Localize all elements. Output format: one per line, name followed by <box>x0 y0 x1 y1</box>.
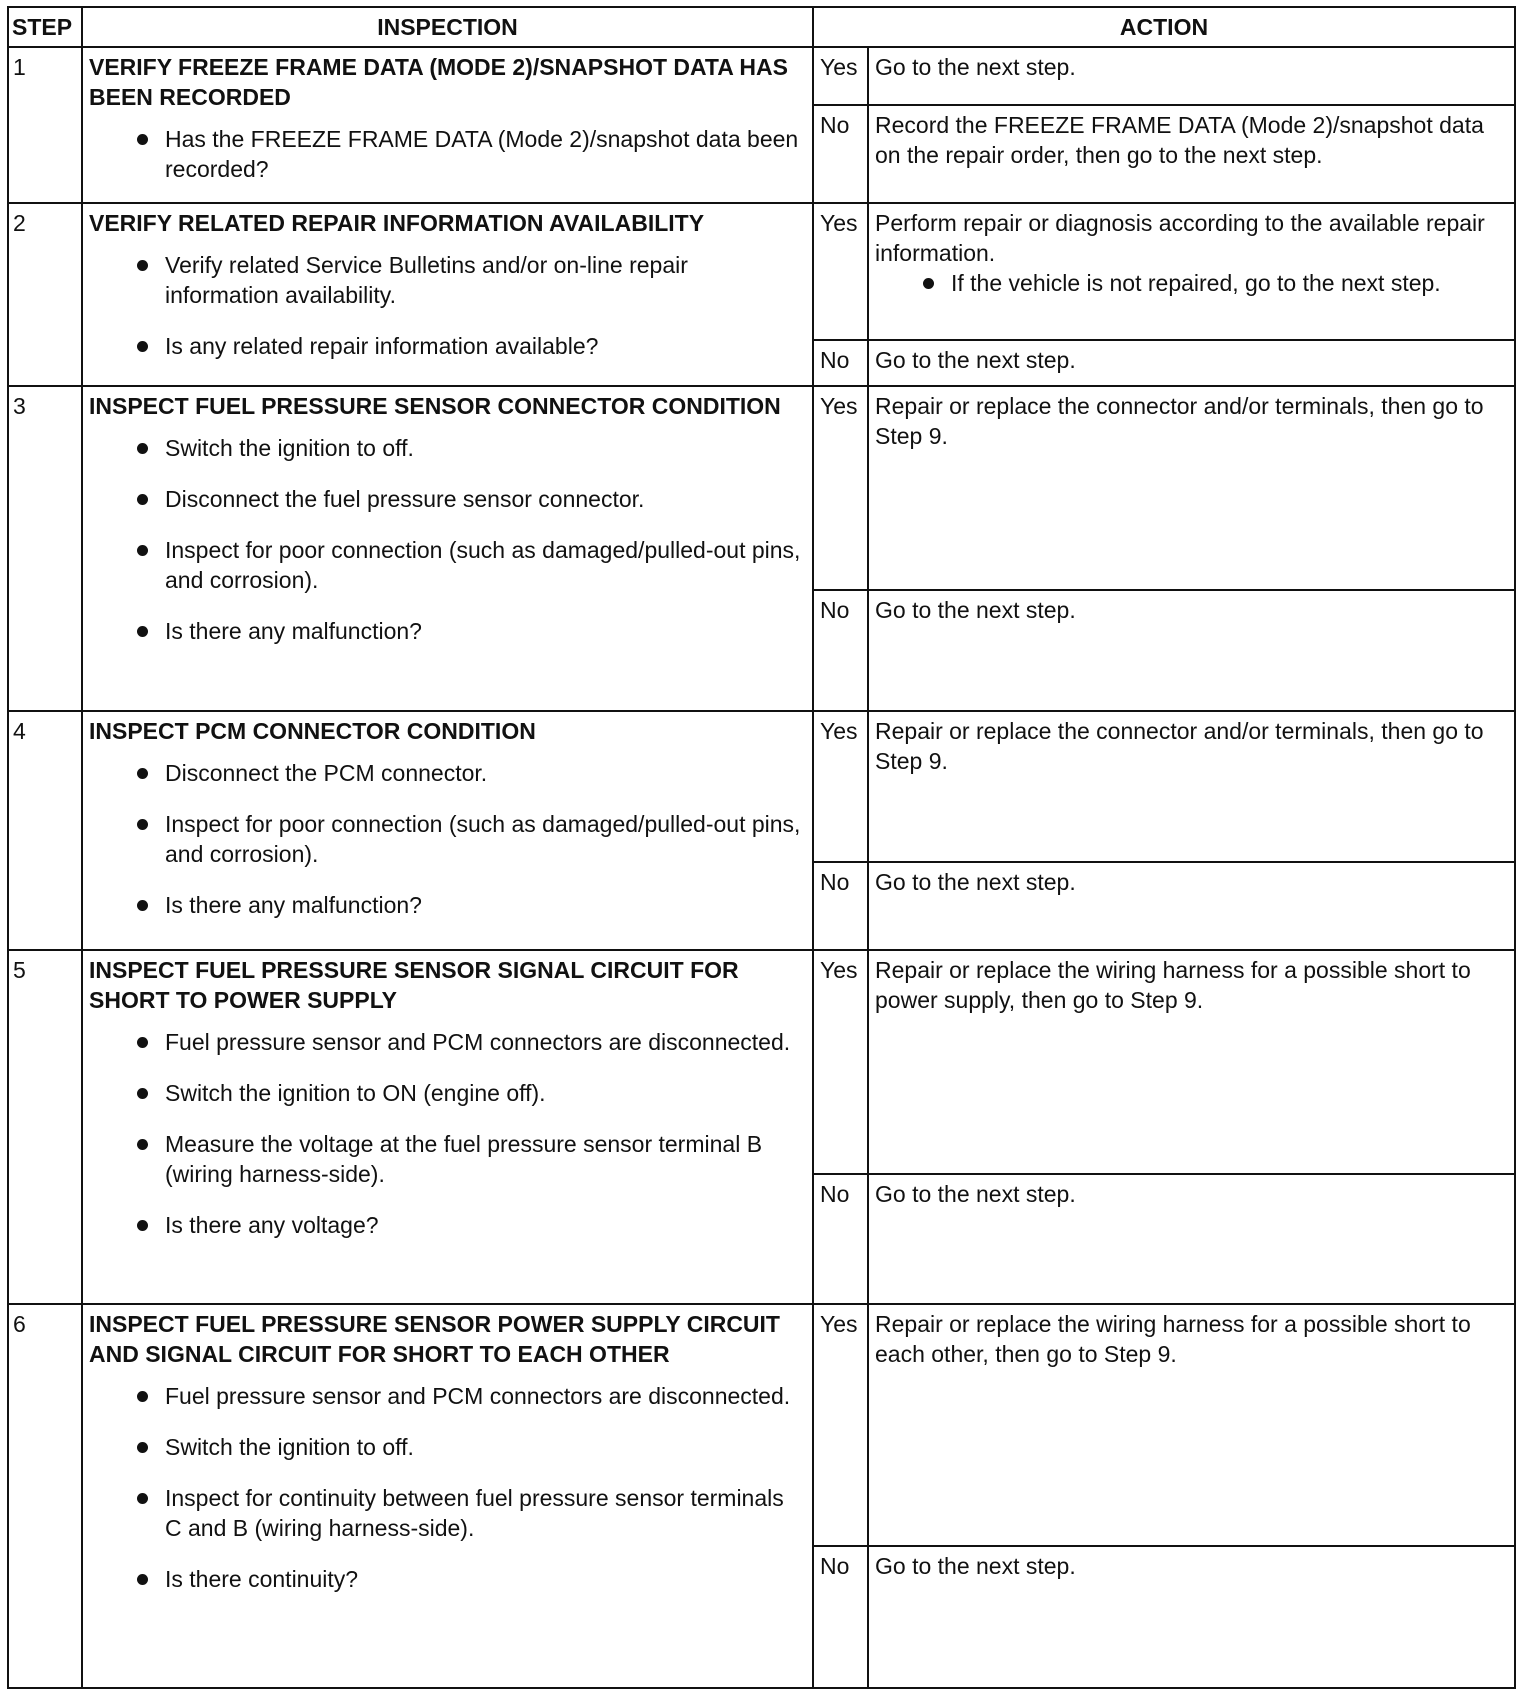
step-title: VERIFY FREEZE FRAME DATA (MODE 2)/SNAPSHOT DATA HAS BEEN RECORDED <box>89 54 788 110</box>
diagnostic-table-container <box>7 6 1516 1689</box>
inspection-bullet: Inspect for continuity between fuel pressure sensor terminals C and B (wiring harness-side). <box>135 1483 806 1543</box>
no-label: No <box>813 340 868 386</box>
inspection-bullet: Fuel pressure sensor and PCM connectors are disconnected. <box>135 1027 806 1057</box>
inspection-bullet-list <box>89 250 806 361</box>
inspection-bullet-list <box>89 124 806 184</box>
yes-action: Repair or replace the wiring harness for a possible short to power supply, then go to Step 9. <box>868 950 1515 1174</box>
yes-label: Yes <box>813 950 868 1174</box>
inspection-bullet-list <box>89 1381 806 1594</box>
inspection-bullet-list <box>89 1027 806 1240</box>
yes-action-cell <box>868 203 1515 340</box>
inspection-bullet-list <box>89 758 806 920</box>
step-2-yes-row <box>8 203 1515 340</box>
step-inspection <box>82 1304 813 1688</box>
action-bullet-list <box>875 268 1508 298</box>
no-label: No <box>813 862 868 950</box>
inspection-bullet: Switch the ignition to off. <box>135 1432 806 1462</box>
no-label: No <box>813 1174 868 1304</box>
yes-action: Perform repair or diagnosis according to the available repair information. <box>875 210 1485 266</box>
inspection-bullet: Fuel pressure sensor and PCM connectors are disconnected. <box>135 1381 806 1411</box>
step-6-yes-row <box>8 1304 1515 1546</box>
step-column-header: STEP <box>8 7 82 47</box>
inspection-bullet: Switch the ignition to off. <box>135 433 806 463</box>
step-title: INSPECT FUEL PRESSURE SENSOR CONNECTOR CONDITION <box>89 393 781 419</box>
inspection-bullet-list <box>89 433 806 646</box>
inspection-bullet: Is there any malfunction? <box>135 890 806 920</box>
no-action: Go to the next step. <box>868 1174 1515 1304</box>
inspection-bullet: Is there any voltage? <box>135 1210 806 1240</box>
step-number: 6 <box>8 1304 82 1688</box>
inspection-bullet: Verify related Service Bulletins and/or on-line repair information availability. <box>135 250 806 310</box>
no-action: Record the FREEZE FRAME DATA (Mode 2)/snapshot data on the repair order, then go to the next step. <box>868 105 1515 203</box>
no-action: Go to the next step. <box>868 1546 1515 1688</box>
step-inspection <box>82 386 813 711</box>
action-bullet: If the vehicle is not repaired, go to the next step. <box>921 268 1508 298</box>
yes-label: Yes <box>813 386 868 590</box>
yes-action: Repair or replace the connector and/or terminals, then go to Step 9. <box>868 386 1515 590</box>
step-inspection <box>82 950 813 1304</box>
step-inspection <box>82 47 813 203</box>
yes-action: Repair or replace the connector and/or terminals, then go to Step 9. <box>868 711 1515 862</box>
yes-action: Repair or replace the wiring harness for a possible short to each other, then go to Step 9. <box>868 1304 1515 1546</box>
inspection-bullet: Switch the ignition to ON (engine off). <box>135 1078 806 1108</box>
step-title: VERIFY RELATED REPAIR INFORMATION AVAILABILITY <box>89 210 705 236</box>
no-label: No <box>813 1546 868 1688</box>
yes-label: Yes <box>813 203 868 340</box>
no-action: Go to the next step. <box>868 862 1515 950</box>
yes-label: Yes <box>813 1304 868 1546</box>
inspection-bullet: Disconnect the PCM connector. <box>135 758 806 788</box>
inspection-bullet: Is there continuity? <box>135 1564 806 1594</box>
no-action: Go to the next step. <box>868 590 1515 711</box>
step-inspection <box>82 203 813 386</box>
step-number: 3 <box>8 386 82 711</box>
step-5-yes-row <box>8 950 1515 1174</box>
diagnostic-procedure-table <box>7 6 1516 1689</box>
yes-label: Yes <box>813 711 868 862</box>
inspection-column-header: INSPECTION <box>82 7 813 47</box>
header-row <box>8 7 1515 47</box>
step-title: INSPECT PCM CONNECTOR CONDITION <box>89 718 536 744</box>
inspection-bullet: Inspect for poor connection (such as damaged/pulled-out pins, and corrosion). <box>135 809 806 869</box>
step-1-yes-row <box>8 47 1515 105</box>
inspection-bullet: Is there any malfunction? <box>135 616 806 646</box>
inspection-bullet: Is any related repair information available? <box>135 331 806 361</box>
step-title: INSPECT FUEL PRESSURE SENSOR POWER SUPPLY CIRCUIT AND SIGNAL CIRCUIT FOR SHORT TO EACH OTHER <box>89 1311 780 1367</box>
step-3-yes-row <box>8 386 1515 590</box>
inspection-bullet: Measure the voltage at the fuel pressure sensor terminal B (wiring harness-side). <box>135 1129 806 1189</box>
no-action: Go to the next step. <box>868 340 1515 386</box>
step-4-yes-row <box>8 711 1515 862</box>
no-label: No <box>813 105 868 203</box>
inspection-bullet: Inspect for poor connection (such as damaged/pulled-out pins, and corrosion). <box>135 535 806 595</box>
action-column-header: ACTION <box>813 7 1515 47</box>
no-label: No <box>813 590 868 711</box>
step-number: 4 <box>8 711 82 950</box>
step-number: 1 <box>8 47 82 203</box>
step-number: 2 <box>8 203 82 386</box>
yes-label: Yes <box>813 47 868 105</box>
step-inspection <box>82 711 813 950</box>
step-number: 5 <box>8 950 82 1304</box>
yes-action: Go to the next step. <box>868 47 1515 105</box>
inspection-bullet: Disconnect the fuel pressure sensor connector. <box>135 484 806 514</box>
step-title: INSPECT FUEL PRESSURE SENSOR SIGNAL CIRCUIT FOR SHORT TO POWER SUPPLY <box>89 957 739 1013</box>
inspection-bullet: Has the FREEZE FRAME DATA (Mode 2)/snapshot data been recorded? <box>135 124 806 184</box>
